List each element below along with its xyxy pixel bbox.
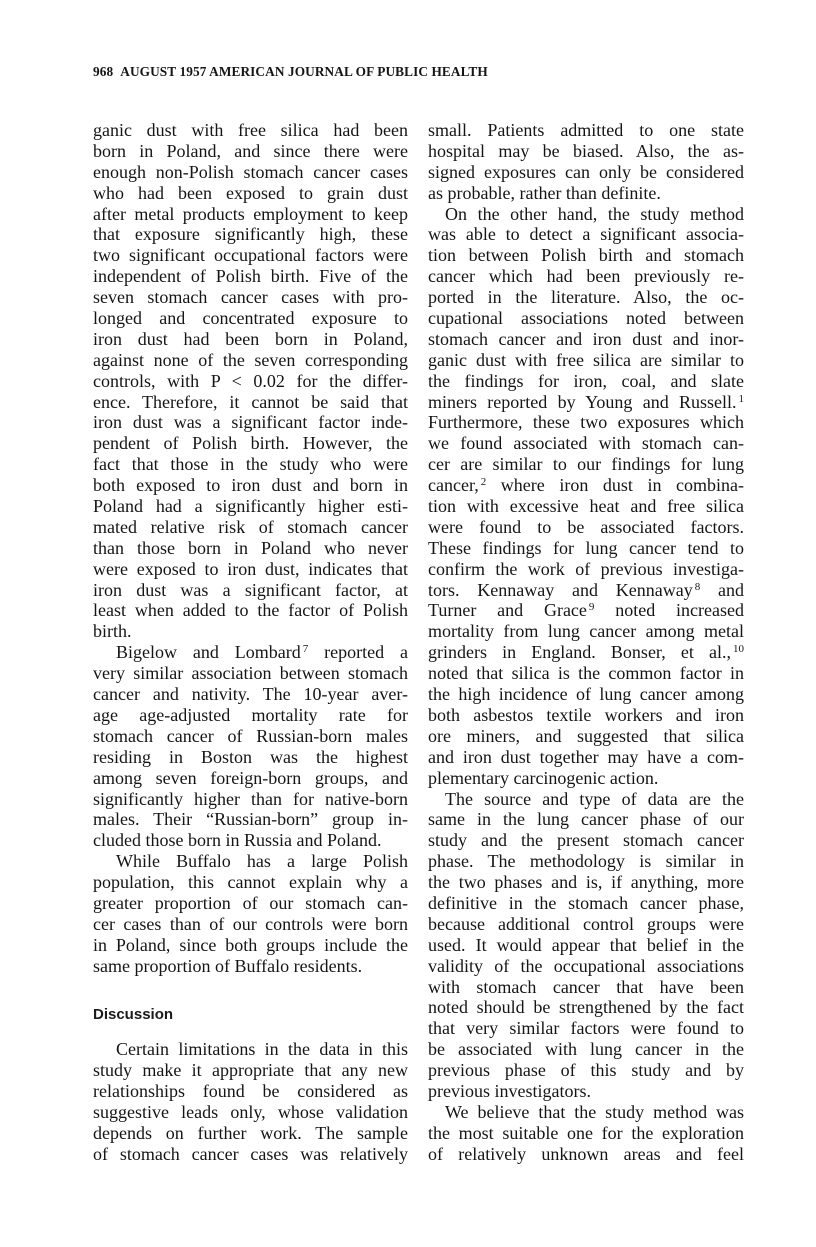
text-line: Poland had a significantly higher esti- bbox=[93, 496, 408, 517]
footnote-ref: 10 bbox=[733, 643, 744, 656]
journal-running-title: AUGUST 1957 AMERICAN JOURNAL OF PUBLIC HEALTH bbox=[120, 64, 488, 79]
text-line: signed exposures can only be considered bbox=[428, 161, 744, 182]
text-line: controls, with P < 0.02 for the differ- bbox=[93, 370, 408, 391]
text-line: both asbestos textile workers and iron bbox=[428, 704, 744, 725]
text-line bbox=[428, 642, 744, 663]
text-line: of stomach cancer cases was relatively bbox=[93, 1143, 408, 1164]
text-line: ganic dust with free silica had been bbox=[93, 120, 408, 140]
paragraph bbox=[93, 120, 408, 642]
left-text-column bbox=[93, 120, 408, 1165]
text-line: greater proportion of our stomach can- bbox=[93, 892, 408, 913]
paragraph bbox=[93, 851, 408, 976]
paragraph bbox=[428, 120, 744, 204]
running-head bbox=[93, 63, 488, 81]
text-line: Furthermore, these two exposures which bbox=[428, 412, 744, 433]
text-run: tors. Kennaway and Kennaway bbox=[428, 579, 693, 600]
text-line: ore miners, and suggested that silica bbox=[428, 725, 744, 746]
text-line: noted should be strengthened by the fact bbox=[428, 997, 744, 1018]
text-line: who had been exposed to grain dust bbox=[93, 182, 408, 203]
text-line: cer are similar to our findings for lung bbox=[428, 454, 744, 475]
text-line: hospital may be biased. Also, the as- bbox=[428, 140, 744, 161]
page-number: 968 bbox=[93, 64, 114, 79]
text-line: definitive in the stomach cancer phase, bbox=[428, 892, 744, 913]
text-line: On the other hand, the study method bbox=[445, 203, 744, 224]
text-line bbox=[428, 580, 744, 601]
text-line: birth. bbox=[93, 621, 132, 642]
text-run: noted increased bbox=[594, 600, 744, 621]
text-line: born in Poland, and since there were bbox=[93, 140, 408, 161]
text-line: tion with excessive heat and free silica bbox=[428, 496, 744, 517]
text-line: cupational associations noted between bbox=[428, 308, 744, 329]
text-line: stomach cancer of Russian-born males bbox=[93, 725, 408, 746]
text-line: phase. The methodology is similar in bbox=[428, 851, 744, 872]
text-line: the two phases and is, if anything, more bbox=[428, 872, 744, 893]
text-line: age age-adjusted mortality rate for bbox=[93, 704, 408, 725]
text-line bbox=[428, 475, 744, 496]
text-line: confirm the work of previous investiga- bbox=[428, 558, 744, 579]
text-line: against none of the seven corresponding bbox=[93, 349, 408, 370]
text-line: fact that those in the study who were bbox=[93, 454, 408, 475]
text-run: and bbox=[700, 579, 744, 600]
text-line: previous phase of this study and by bbox=[428, 1060, 744, 1081]
footnote-ref: 1 bbox=[738, 392, 744, 405]
text-line: plementary carcinogenic action. bbox=[428, 767, 659, 788]
text-line: same in the lung cancer phase of our bbox=[428, 809, 744, 830]
text-line: after metal products employment to keep bbox=[93, 203, 408, 224]
text-line: stomach cancer and iron dust and inor- bbox=[428, 328, 744, 349]
text-line: were found to be associated factors. bbox=[428, 516, 744, 537]
text-line: enough non-Polish stomach cancer cases bbox=[93, 161, 408, 182]
paragraph bbox=[93, 642, 408, 851]
text-line: population, this cannot explain why a bbox=[93, 872, 408, 893]
text-line: cer cases than of our controls were born bbox=[93, 913, 408, 934]
footnote-ref: 2 bbox=[480, 476, 487, 489]
text-line: very similar association between stomach bbox=[93, 663, 408, 684]
text-line bbox=[428, 600, 744, 621]
text-line: the high incidence of lung cancer among bbox=[428, 684, 744, 705]
text-line: cancer which had been previously re- bbox=[428, 266, 744, 287]
paragraph bbox=[428, 789, 744, 1102]
text-line: were exposed to iron dust, indicates that bbox=[93, 558, 408, 579]
text-run: grinders in England. Bonser, et al., bbox=[428, 642, 731, 663]
text-line: longed and concentrated exposure to bbox=[93, 308, 408, 329]
text-line: These findings for lung cancer tend to bbox=[428, 537, 744, 558]
text-line: previous investigators. bbox=[428, 1080, 591, 1101]
text-line: iron dust was a significant factor inde- bbox=[93, 412, 408, 433]
text-line: we found associated with stomach can- bbox=[428, 433, 744, 454]
text-line: than those born in Poland who never bbox=[93, 537, 408, 558]
text-run: Turner and Grace bbox=[428, 600, 587, 621]
text-line: with stomach cancer that have been bbox=[428, 976, 744, 997]
text-line: least when added to the factor of Polish bbox=[93, 600, 408, 621]
text-line: While Buffalo has a large Polish bbox=[116, 851, 408, 872]
text-line: males. Their “Russian-born” group in- bbox=[93, 809, 408, 830]
text-line: among seven foreign-born groups, and bbox=[93, 767, 408, 788]
text-line: mated relative risk of stomach cancer bbox=[93, 516, 408, 537]
text-line: ence. Therefore, it cannot be said that bbox=[93, 391, 408, 412]
paragraph bbox=[93, 1039, 408, 1164]
text-run: reported a bbox=[308, 642, 408, 663]
text-line: the most suitable one for the exploration bbox=[428, 1122, 744, 1143]
text-line: depends on further work. The sample bbox=[93, 1122, 408, 1143]
text-line: study make it appropriate that any new bbox=[93, 1060, 408, 1081]
text-line: independent of Polish birth. Five of the bbox=[93, 266, 408, 287]
footnote-ref: 8 bbox=[694, 580, 701, 593]
text-line: both exposed to iron dust and born in bbox=[93, 475, 408, 496]
text-line bbox=[93, 642, 408, 663]
paragraph bbox=[428, 1102, 744, 1165]
text-line: iron dust had been born in Poland, bbox=[93, 328, 408, 349]
text-line: relationships found be considered as bbox=[93, 1080, 408, 1101]
text-line: validity of the occupational associations bbox=[428, 955, 744, 976]
text-line: in Poland, since both groups include the bbox=[93, 934, 408, 955]
text-line: tion between Polish birth and stomach bbox=[428, 245, 744, 266]
text-line: as probable, rather than definite. bbox=[428, 182, 661, 203]
text-line: Certain limitations in the data in this bbox=[116, 1039, 408, 1060]
text-line: was able to detect a significant associa- bbox=[428, 224, 744, 245]
text-line: mortality from lung cancer among metal bbox=[428, 621, 744, 642]
paragraph bbox=[428, 204, 744, 789]
text-line: suggestive leads only, whose validation bbox=[93, 1101, 408, 1122]
text-line: ganic dust with free silica are similar to bbox=[428, 349, 744, 370]
text-line: study and the present stomach cancer bbox=[428, 830, 744, 851]
text-line: iron dust was a significant factor, at bbox=[93, 579, 408, 600]
text-line: significantly higher than for native-born bbox=[93, 788, 408, 809]
text-line: that very similar factors were found to bbox=[428, 1018, 744, 1039]
text-line: pendent of Polish birth. However, the bbox=[93, 433, 408, 454]
text-line: seven stomach cancer cases with pro- bbox=[93, 287, 408, 308]
text-line: The source and type of data are the bbox=[445, 788, 744, 809]
text-line: and iron dust together may have a com- bbox=[428, 746, 744, 767]
text-line: We believe that the study method was bbox=[445, 1101, 744, 1122]
text-line: residing in Boston was the highest bbox=[93, 746, 408, 767]
text-line: be associated with lung cancer in the bbox=[428, 1039, 744, 1060]
text-run: where iron dust in combina- bbox=[486, 475, 744, 496]
text-line: that exposure significantly high, these bbox=[93, 224, 408, 245]
section-heading: Discussion bbox=[93, 1005, 174, 1023]
text-line: used. It would appear that belief in the bbox=[428, 934, 744, 955]
text-line: cluded those born in Russia and Poland. bbox=[93, 830, 382, 851]
text-line bbox=[428, 392, 744, 413]
text-line: because additional control groups were bbox=[428, 913, 744, 934]
text-run: Bigelow and Lombard bbox=[116, 642, 301, 663]
right-text-column bbox=[428, 120, 744, 1165]
text-line: small. Patients admitted to one state bbox=[428, 120, 744, 140]
text-line: same proportion of Buffalo residents. bbox=[93, 955, 363, 976]
text-run: cancer, bbox=[428, 475, 479, 496]
text-line: noted that silica is the common factor in bbox=[428, 663, 744, 684]
text-line: ported in the literature. Also, the oc- bbox=[428, 287, 744, 308]
footnote-ref: 9 bbox=[588, 601, 595, 614]
text-run: miners reported by Young and Russell. bbox=[428, 391, 737, 412]
text-line: the findings for iron, coal, and slate bbox=[428, 370, 744, 391]
text-line: of relatively unknown areas and feel bbox=[428, 1143, 744, 1164]
footnote-ref: 7 bbox=[302, 643, 309, 656]
text-line: two significant occupational factors were bbox=[93, 245, 408, 266]
text-line: cancer and nativity. The 10-year aver- bbox=[93, 684, 408, 705]
